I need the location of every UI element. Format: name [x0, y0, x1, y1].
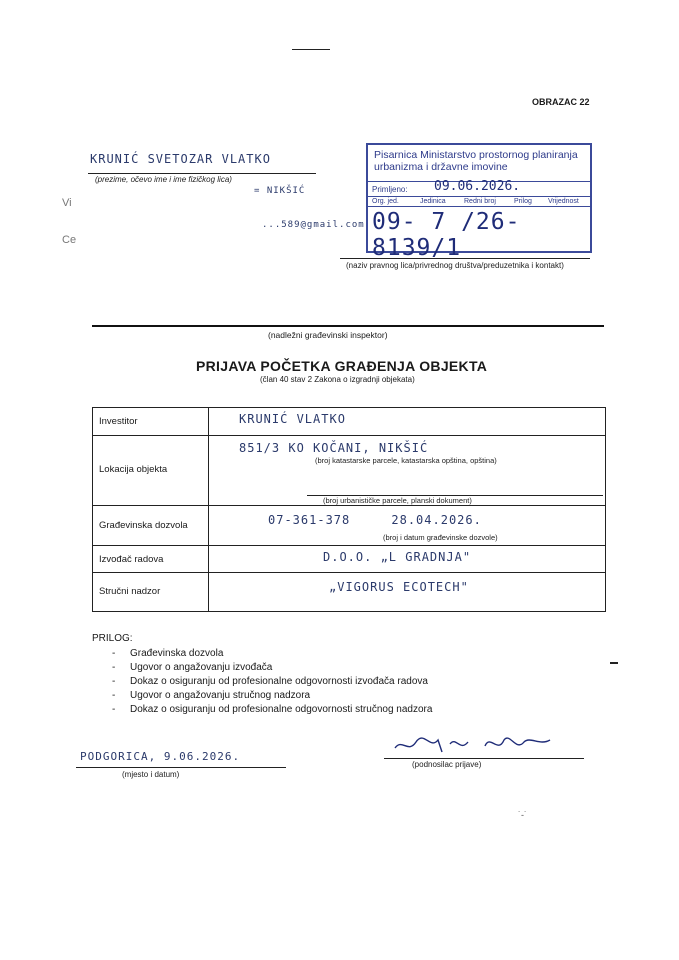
margin-mark-2: Ce [62, 234, 77, 246]
dozvola-label: Građevinska dozvola [99, 520, 188, 531]
attachment-item: - Građevinska dozvola [112, 647, 432, 661]
stray-mark: ˙‐˙ [518, 810, 527, 820]
signer-label: (podnosilac prijave) [412, 760, 482, 769]
top-mark-line [292, 49, 330, 50]
page-subtitle: (član 40 stav 2 Zakona o izgradnji objekata) [260, 375, 415, 384]
lokacija-hint-cadastral: (broj katastarske parcele, katastarska opština, opština) [315, 456, 497, 465]
applicant-name-line [88, 173, 316, 174]
form-table [92, 407, 606, 612]
izvodjac-value: D.O.O. „L GRADNJA" [323, 550, 472, 564]
stamp-title: Pisarnica Ministarstvo prostornog planiranja urbanizma i državne imovine [374, 149, 578, 173]
attachments-heading: PRILOG: [92, 633, 133, 644]
inspector-line [92, 325, 604, 327]
legal-entity-label: (naziv pravnog lica/privrednog društva/preduzetnika i kontakt) [346, 261, 564, 270]
attachment-item: - Ugovor o angažovanju izvođača [112, 661, 432, 675]
stamp-col-unit: Jedinica [420, 198, 446, 205]
lokacija-value: 851/3 KO KOČANI, NIKŠIĆ [239, 441, 429, 455]
signature [390, 730, 560, 760]
applicant-name-label: (prezime, očevo ime i ime fizičkog lica) [95, 175, 232, 184]
place-date-line [76, 767, 286, 768]
applicant-name-handwritten: KRUNIĆ SVETOZAR VLATKO [90, 152, 271, 166]
stray-mark [610, 662, 618, 664]
stamp-col-number: Redni broj [464, 198, 496, 205]
attachment-item: - Dokaz o osiguranju od profesionalne odgovornosti stručnog nadzora [112, 703, 432, 717]
legal-entity-line [340, 258, 590, 259]
attachment-item: - Dokaz o osiguranju od profesionalne odgovornosti izvođača radova [112, 675, 432, 689]
place-date-handwritten: PODGORICA, 9.06.2026. [80, 750, 241, 763]
applicant-email-handwritten: ...589@gmail.com [262, 220, 365, 230]
investitor-value: KRUNIĆ VLATKO [239, 412, 346, 426]
stamp-col-org: Org. jed. [372, 198, 399, 205]
izvodjac-label: Izvođač radova [99, 554, 164, 565]
stamp-received-date: 09.06.2026. [434, 179, 521, 194]
place-date-label: (mjesto i datum) [122, 770, 180, 779]
applicant-city-handwritten: = NIKŠIĆ [254, 186, 306, 196]
lokacija-hint-urban: (broj urbanističke parcele, planski dokument) [323, 496, 472, 505]
lokacija-label: Lokacija objekta [99, 464, 168, 475]
attachment-item: - Ugovor o angažovanju stručnog nadzora [112, 689, 432, 703]
investitor-label: Investitor [99, 416, 138, 427]
stamp-number-handwritten: 09- 7 /26-8139/1 [372, 209, 521, 261]
nadzor-value: „VIGORUS ECOTECH" [329, 580, 469, 594]
registry-stamp [366, 143, 592, 261]
stamp-received-label: Primljeno: [372, 185, 408, 194]
stamp-col-attachment: Prilog [514, 198, 532, 205]
page-title: PRIJAVA POČETKA GRAĐENJA OBJEKTA [196, 358, 488, 374]
signature-line [384, 758, 584, 759]
dozvola-value: 07-361-378 28.04.2026. [268, 513, 482, 527]
form-code: OBRAZAC 22 [532, 97, 590, 107]
attachments-list [112, 647, 432, 717]
margin-mark-1: Vi [62, 197, 72, 209]
dozvola-hint: (broj i datum građevinske dozvole) [383, 533, 498, 542]
nadzor-label: Stručni nadzor [99, 586, 161, 597]
inspector-label: (nadležni građevinski inspektor) [268, 330, 388, 340]
stamp-col-value: Vrijednost [548, 198, 579, 205]
